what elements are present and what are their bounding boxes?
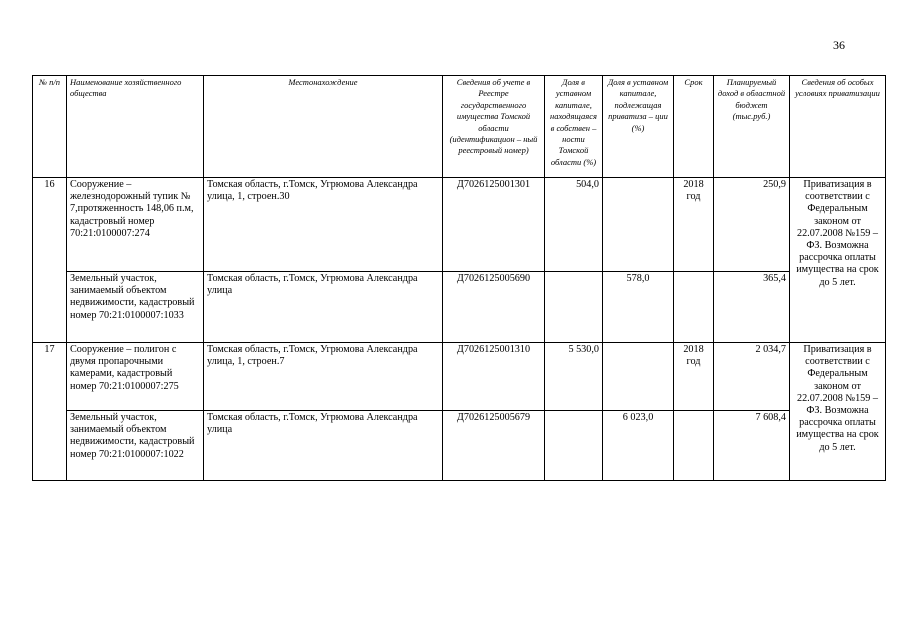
term-empty xyxy=(674,272,714,343)
header-conditions: Сведения об особых условиях приватизации xyxy=(790,76,886,178)
registry-number: Д7026125005679 xyxy=(443,411,545,481)
planned-income: 2 034,7 xyxy=(714,343,790,411)
table-header-row xyxy=(33,76,886,178)
header-share-private: Доля в уставном капитале, подлежащая приватиза – ции (%) xyxy=(603,76,674,178)
table-row xyxy=(33,411,886,481)
object-name: Земельный участок, занимаемый объектом недвижимости, кадастровый номер 70:21:0100007:1033 xyxy=(67,272,204,343)
header-income: Планируемый доход в областной бюджет (тыс.руб.) xyxy=(714,76,790,178)
term: 2018 год xyxy=(674,178,714,272)
share-private xyxy=(603,178,674,272)
header-location: Местонахождение xyxy=(204,76,443,178)
term-empty xyxy=(674,411,714,481)
header-num: № п/п xyxy=(33,76,67,178)
planned-income: 7 608,4 xyxy=(714,411,790,481)
object-location: Томская область, г.Томск, Угрюмова Александра улица, 1, строен.30 xyxy=(204,178,443,272)
object-location: Томская область, г.Томск, Угрюмова Александра улица xyxy=(204,411,443,481)
header-name: Наименование хозяйственного общества xyxy=(67,76,204,178)
special-conditions: Приватизация в соответствии с Федеральным законом от 22.07.2008 №159 – ФЗ. Возможна рассрочка оплаты имущества на срок до 5 лет. xyxy=(790,178,886,343)
header-share-owned: Доля в уставном капитале, находящаяся в собствен – ности Томской области (%) xyxy=(545,76,603,178)
share-private: 578,0 xyxy=(603,272,674,343)
row-number: 17 xyxy=(33,343,67,481)
share-private: 6 023,0 xyxy=(603,411,674,481)
row-number: 16 xyxy=(33,178,67,343)
page-number: 36 xyxy=(833,38,845,52)
planned-income: 250,9 xyxy=(714,178,790,272)
registry-number: Д7026125001310 xyxy=(443,343,545,411)
share-owned xyxy=(545,272,603,343)
object-name: Сооружение – полигон с двумя пропарочными камерами, кадастровый номер 70:21:0100007:275 xyxy=(67,343,204,411)
object-location: Томская область, г.Томск, Угрюмова Александра улица, 1, строен.7 xyxy=(204,343,443,411)
registry-number: Д7026125005690 xyxy=(443,272,545,343)
share-owned: 5 530,0 xyxy=(545,343,603,411)
object-name: Сооружение – железнодорожный тупик № 7,протяженность 148,06 п.м, кадастровый номер 70:21:0100007:274 xyxy=(67,178,204,272)
table-row xyxy=(33,343,886,411)
special-conditions: Приватизация в соответствии с Федеральным законом от 22.07.2008 №159 – ФЗ. Возможна рассрочка оплаты имущества на срок до 5 лет. xyxy=(790,343,886,481)
table-row xyxy=(33,272,886,343)
share-owned: 504,0 xyxy=(545,178,603,272)
term: 2018 год xyxy=(674,343,714,411)
planned-income: 365,4 xyxy=(714,272,790,343)
object-location: Томская область, г.Томск, Угрюмова Александра улица xyxy=(204,272,443,343)
registry-number: Д7026125001301 xyxy=(443,178,545,272)
header-term: Срок xyxy=(674,76,714,178)
table-row xyxy=(33,178,886,272)
privatization-table xyxy=(32,75,886,481)
share-private xyxy=(603,343,674,411)
object-name: Земельный участок, занимаемый объектом недвижимости, кадастровый номер 70:21:0100007:1022 xyxy=(67,411,204,481)
header-registry: Сведения об учете в Реестре государственного имущества Томской области (идентификацион – ный реестровый номер) xyxy=(443,76,545,178)
share-owned xyxy=(545,411,603,481)
